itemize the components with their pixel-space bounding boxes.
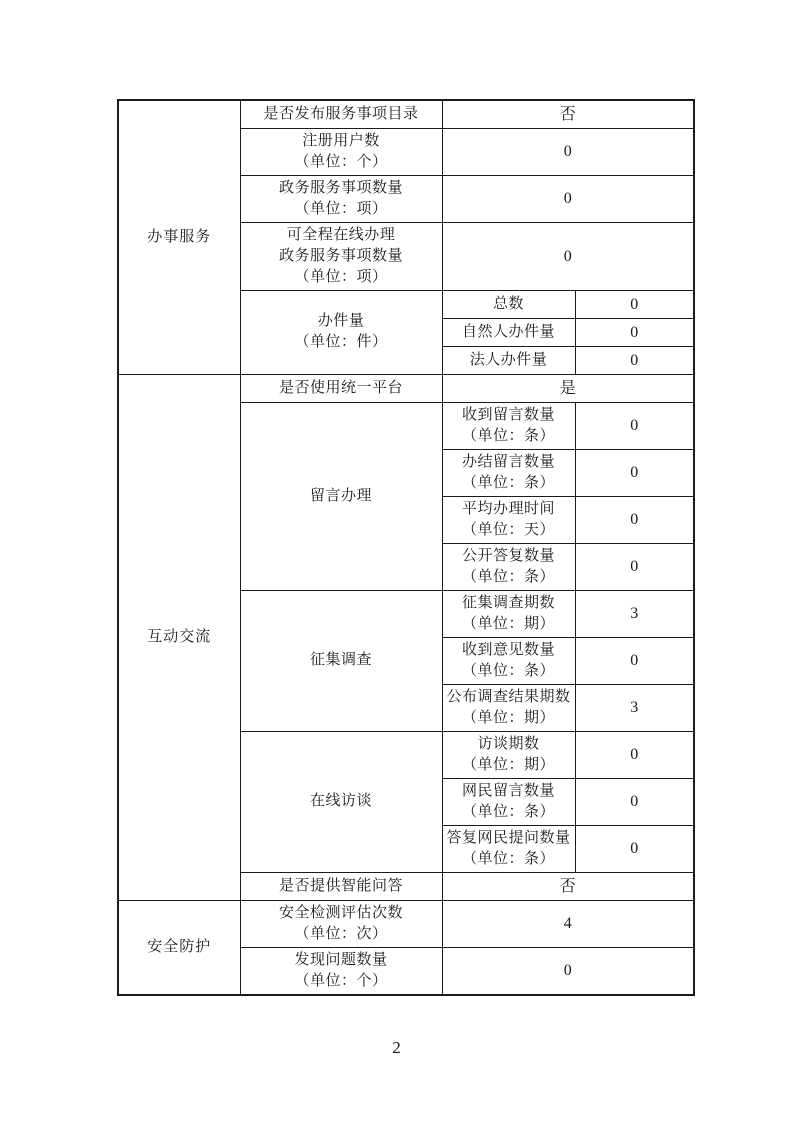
label-line: 注册用户数 xyxy=(302,132,380,149)
category-cell: 办事服务 xyxy=(118,100,240,374)
label-line: 总数 xyxy=(492,295,524,312)
value-cell: 0 xyxy=(575,637,694,684)
value-cell: 0 xyxy=(575,496,694,543)
label-line: （单位：条） xyxy=(461,803,555,820)
item-label-cell xyxy=(240,731,442,872)
label-line: 征集调查 xyxy=(309,652,372,668)
table-row xyxy=(118,374,694,402)
value-cell: 0 xyxy=(575,402,694,449)
report-table xyxy=(117,99,695,996)
label-line: 法人办件量 xyxy=(469,351,548,368)
label-line: 访谈期数 xyxy=(477,735,540,752)
item-label-cell xyxy=(240,222,442,290)
label-line: （单位：项） xyxy=(294,200,388,217)
value-cell: 0 xyxy=(442,128,694,175)
label-line: 安全检测评估次数 xyxy=(278,904,403,921)
label-line: 发现问题数量 xyxy=(294,951,388,968)
label-line: 在线访谈 xyxy=(309,793,372,809)
table-row xyxy=(118,900,694,947)
subitem-label-cell xyxy=(442,825,575,872)
category-cell: 互动交流 xyxy=(118,374,240,900)
label-line: （单位：个） xyxy=(294,972,388,989)
label-line: 收到意见数量 xyxy=(461,641,555,658)
value-cell: 0 xyxy=(442,222,694,290)
item-label-cell xyxy=(240,128,442,175)
label-line: （单位：期） xyxy=(461,615,555,632)
label-line: （单位：个） xyxy=(294,153,388,170)
label-line: （单位：项） xyxy=(294,268,388,285)
value-cell: 0 xyxy=(575,290,694,318)
subitem-label-cell xyxy=(442,684,575,731)
label-line: 是否发布服务事项目录 xyxy=(263,105,419,122)
label-line: 征集调查期数 xyxy=(461,594,555,611)
label-line: 办件量 xyxy=(317,313,365,329)
label-line: 答复网民提问数量 xyxy=(446,829,571,846)
value-cell: 是 xyxy=(442,374,694,402)
item-label-cell xyxy=(240,872,442,900)
item-label-cell xyxy=(240,947,442,995)
subitem-label-cell xyxy=(442,543,575,590)
label-line: （单位：条） xyxy=(461,568,555,585)
value-cell: 0 xyxy=(575,825,694,872)
label-line: 公开答复数量 xyxy=(461,547,555,564)
label-line: （单位：条） xyxy=(461,474,555,491)
item-label-cell xyxy=(240,900,442,947)
subitem-label-cell xyxy=(442,402,575,449)
label-line: （单位：天） xyxy=(461,521,555,538)
value-cell: 否 xyxy=(442,872,694,900)
value-cell: 3 xyxy=(575,684,694,731)
label-line: 办结留言数量 xyxy=(461,453,555,470)
label-line: （单位：条） xyxy=(461,427,555,444)
subitem-label-cell xyxy=(442,496,575,543)
label-line: （单位：条） xyxy=(461,662,555,679)
value-cell: 0 xyxy=(575,449,694,496)
subitem-label-cell xyxy=(442,318,575,346)
label-line: 平均办理时间 xyxy=(461,500,555,517)
label-line: 留言办理 xyxy=(309,487,372,504)
value-cell: 0 xyxy=(575,778,694,825)
item-label-cell xyxy=(240,290,442,374)
value-cell: 4 xyxy=(442,900,694,947)
label-line: 收到留言数量 xyxy=(461,406,555,423)
label-line: （单位：次） xyxy=(294,925,388,942)
subitem-label-cell xyxy=(442,590,575,637)
subitem-label-cell xyxy=(442,778,575,825)
category-cell: 安全防护 xyxy=(118,900,240,995)
value-cell: 否 xyxy=(442,100,694,128)
subitem-label-cell xyxy=(442,731,575,778)
page-number: 2 xyxy=(392,1038,401,1057)
subitem-label-cell xyxy=(442,637,575,684)
report-table-body xyxy=(118,100,694,995)
label-line: （单位：期） xyxy=(461,709,555,726)
label-line: （单位：件） xyxy=(294,334,388,350)
table-row xyxy=(118,100,694,128)
value-cell: 0 xyxy=(575,346,694,374)
label-line: 自然人办件量 xyxy=(461,323,555,340)
label-line: 是否提供智能问答 xyxy=(278,877,403,894)
item-label-cell xyxy=(240,100,442,128)
subitem-label-cell xyxy=(442,346,575,374)
item-label-cell xyxy=(240,175,442,222)
label-line: 公布调查结果期数 xyxy=(446,688,571,705)
label-line: （单位：期） xyxy=(461,756,555,773)
item-label-cell xyxy=(240,374,442,402)
label-line: 是否使用统一平台 xyxy=(278,379,403,396)
value-cell: 0 xyxy=(442,175,694,222)
value-cell: 3 xyxy=(575,590,694,637)
value-cell: 0 xyxy=(575,731,694,778)
subitem-label-cell xyxy=(442,449,575,496)
label-line: （单位：条） xyxy=(461,850,555,867)
value-cell: 0 xyxy=(442,947,694,995)
label-line: 可全程在线办理 xyxy=(286,226,396,243)
value-cell: 0 xyxy=(575,543,694,590)
item-label-cell xyxy=(240,402,442,590)
label-line: 政务服务事项数量 xyxy=(278,247,403,264)
value-cell: 0 xyxy=(575,318,694,346)
subitem-label-cell xyxy=(442,290,575,318)
item-label-cell xyxy=(240,590,442,731)
label-line: 政务服务事项数量 xyxy=(278,179,403,196)
label-line: 网民留言数量 xyxy=(461,782,555,799)
